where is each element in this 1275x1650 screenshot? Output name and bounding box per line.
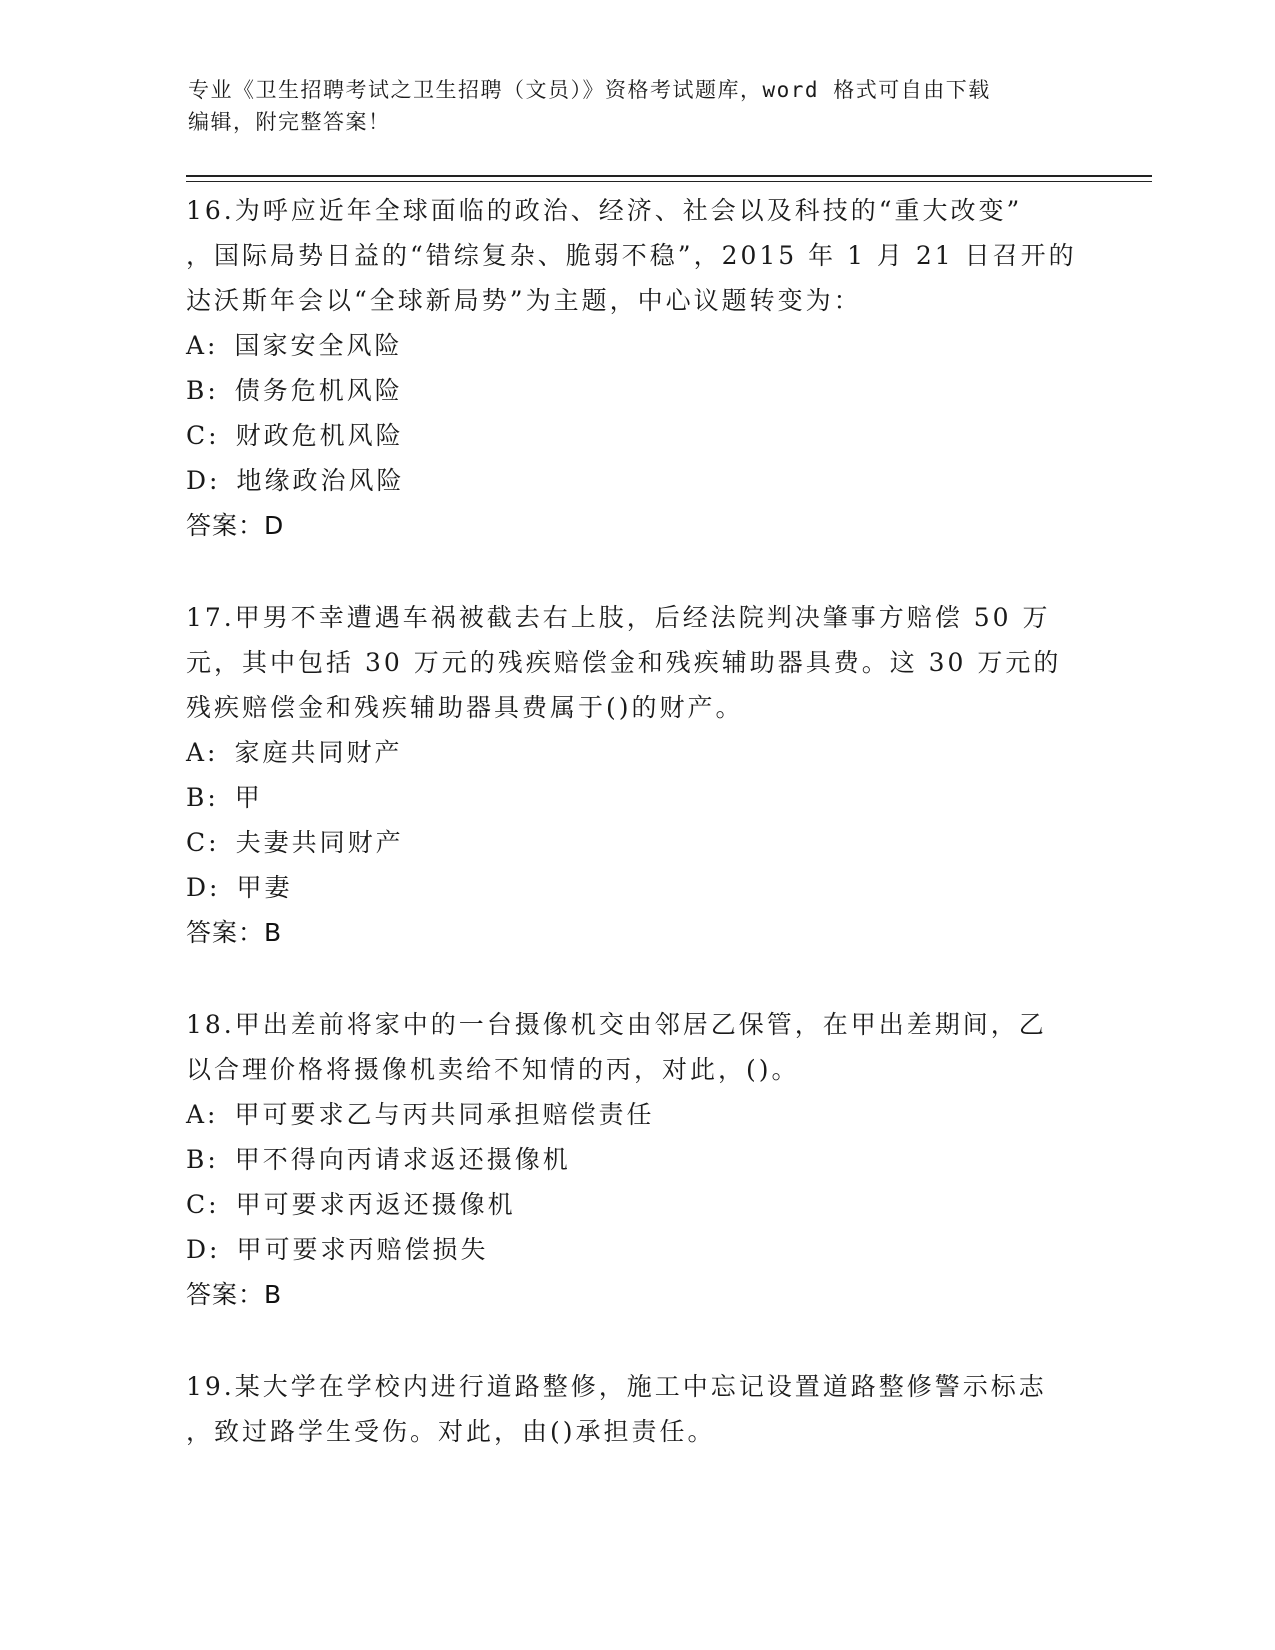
option-letter: A: xyxy=(186,738,219,767)
stem-line: 16.为呼应近年全球面临的政治、经济、社会以及科技的“重大改变” xyxy=(186,196,1023,225)
option-d xyxy=(186,865,1086,910)
option-d xyxy=(186,458,1086,503)
option-b xyxy=(186,368,1086,413)
option-text: 甲妻 xyxy=(236,873,293,902)
option-letter: B: xyxy=(186,783,219,812)
stem-line: 以合理价格将摄像机卖给不知情的丙，对此，()。 xyxy=(186,1055,800,1084)
option-a xyxy=(186,730,1086,775)
option-letter: B: xyxy=(186,376,219,405)
stem-line: ，致过路学生受伤。对此，由()承担责任。 xyxy=(186,1417,716,1446)
question-19 xyxy=(186,1364,1086,1454)
option-letter: D: xyxy=(186,873,221,902)
option-text: 国家安全风险 xyxy=(234,331,403,360)
option-text: 财政危机风险 xyxy=(235,421,404,450)
option-a xyxy=(186,1092,1086,1137)
option-letter: C: xyxy=(186,421,220,450)
question-18 xyxy=(186,1002,1086,1317)
option-letter: A: xyxy=(186,1100,219,1129)
option-letter: C: xyxy=(186,828,220,857)
stem-line: 19.某大学在学校内进行道路整修，施工中忘记设置道路整修警示标志 xyxy=(186,1372,1047,1401)
option-d xyxy=(186,1227,1086,1272)
header-divider-thick xyxy=(186,175,1152,177)
option-a xyxy=(186,323,1086,368)
option-letter: D: xyxy=(186,466,221,495)
option-b xyxy=(186,1137,1086,1182)
header-line-1: 专业《卫生招聘考试之卫生招聘（文员）》资格考试题库，word 格式可自由下载 xyxy=(188,78,991,102)
option-letter: A: xyxy=(186,331,219,360)
option-text: 甲可要求丙返还摄像机 xyxy=(235,1190,516,1219)
answer-line: 答案：B xyxy=(186,1280,283,1309)
option-text: 家庭共同财产 xyxy=(234,738,403,767)
option-text: 地缘政治风险 xyxy=(236,466,405,495)
option-c xyxy=(186,820,1086,865)
option-letter: C: xyxy=(186,1190,220,1219)
header-line-2: 编辑，附完整答案！ xyxy=(188,110,391,134)
question-list xyxy=(186,188,1086,1454)
answer-line: 答案：D xyxy=(186,511,285,540)
document-header xyxy=(188,74,1088,138)
stem-line: 17.甲男不幸遭遇车祸被截去右上肢，后经法院判决肇事方赔偿 50 万 xyxy=(186,603,1051,632)
header-divider-thin xyxy=(186,181,1152,182)
question-stem xyxy=(186,1002,1086,1092)
option-c xyxy=(186,1182,1086,1227)
option-text: 夫妻共同财产 xyxy=(235,828,404,857)
question-16 xyxy=(186,188,1086,548)
answer-line: 答案：B xyxy=(186,918,283,947)
question-stem xyxy=(186,188,1086,323)
question-stem xyxy=(186,1364,1086,1454)
question-17 xyxy=(186,595,1086,955)
option-letter: D: xyxy=(186,1235,221,1264)
option-text: 甲不得向丙请求返还摄像机 xyxy=(234,1145,571,1174)
option-text: 债务危机风险 xyxy=(234,376,403,405)
option-text: 甲 xyxy=(234,783,263,812)
option-text: 甲可要求乙与丙共同承担赔偿责任 xyxy=(234,1100,655,1129)
question-stem xyxy=(186,595,1086,730)
option-letter: B: xyxy=(186,1145,219,1174)
stem-line: 残疾赔偿金和残疾辅助器具费属于()的财产。 xyxy=(186,693,744,722)
stem-line: 元，其中包括 30 万元的残疾赔偿金和残疾辅助器具费。这 30 万元的 xyxy=(186,648,1062,677)
stem-line: 达沃斯年会以“全球新局势”为主题，中心议题转变为： xyxy=(186,286,862,315)
option-c xyxy=(186,413,1086,458)
stem-line: ，国际局势日益的“错综复杂、脆弱不稳”，2015 年 1 月 21 日召开的 xyxy=(186,241,1077,270)
option-b xyxy=(186,775,1086,820)
option-text: 甲可要求丙赔偿损失 xyxy=(236,1235,489,1264)
stem-line: 18.甲出差前将家中的一台摄像机交由邻居乙保管，在甲出差期间，乙 xyxy=(186,1010,1047,1039)
